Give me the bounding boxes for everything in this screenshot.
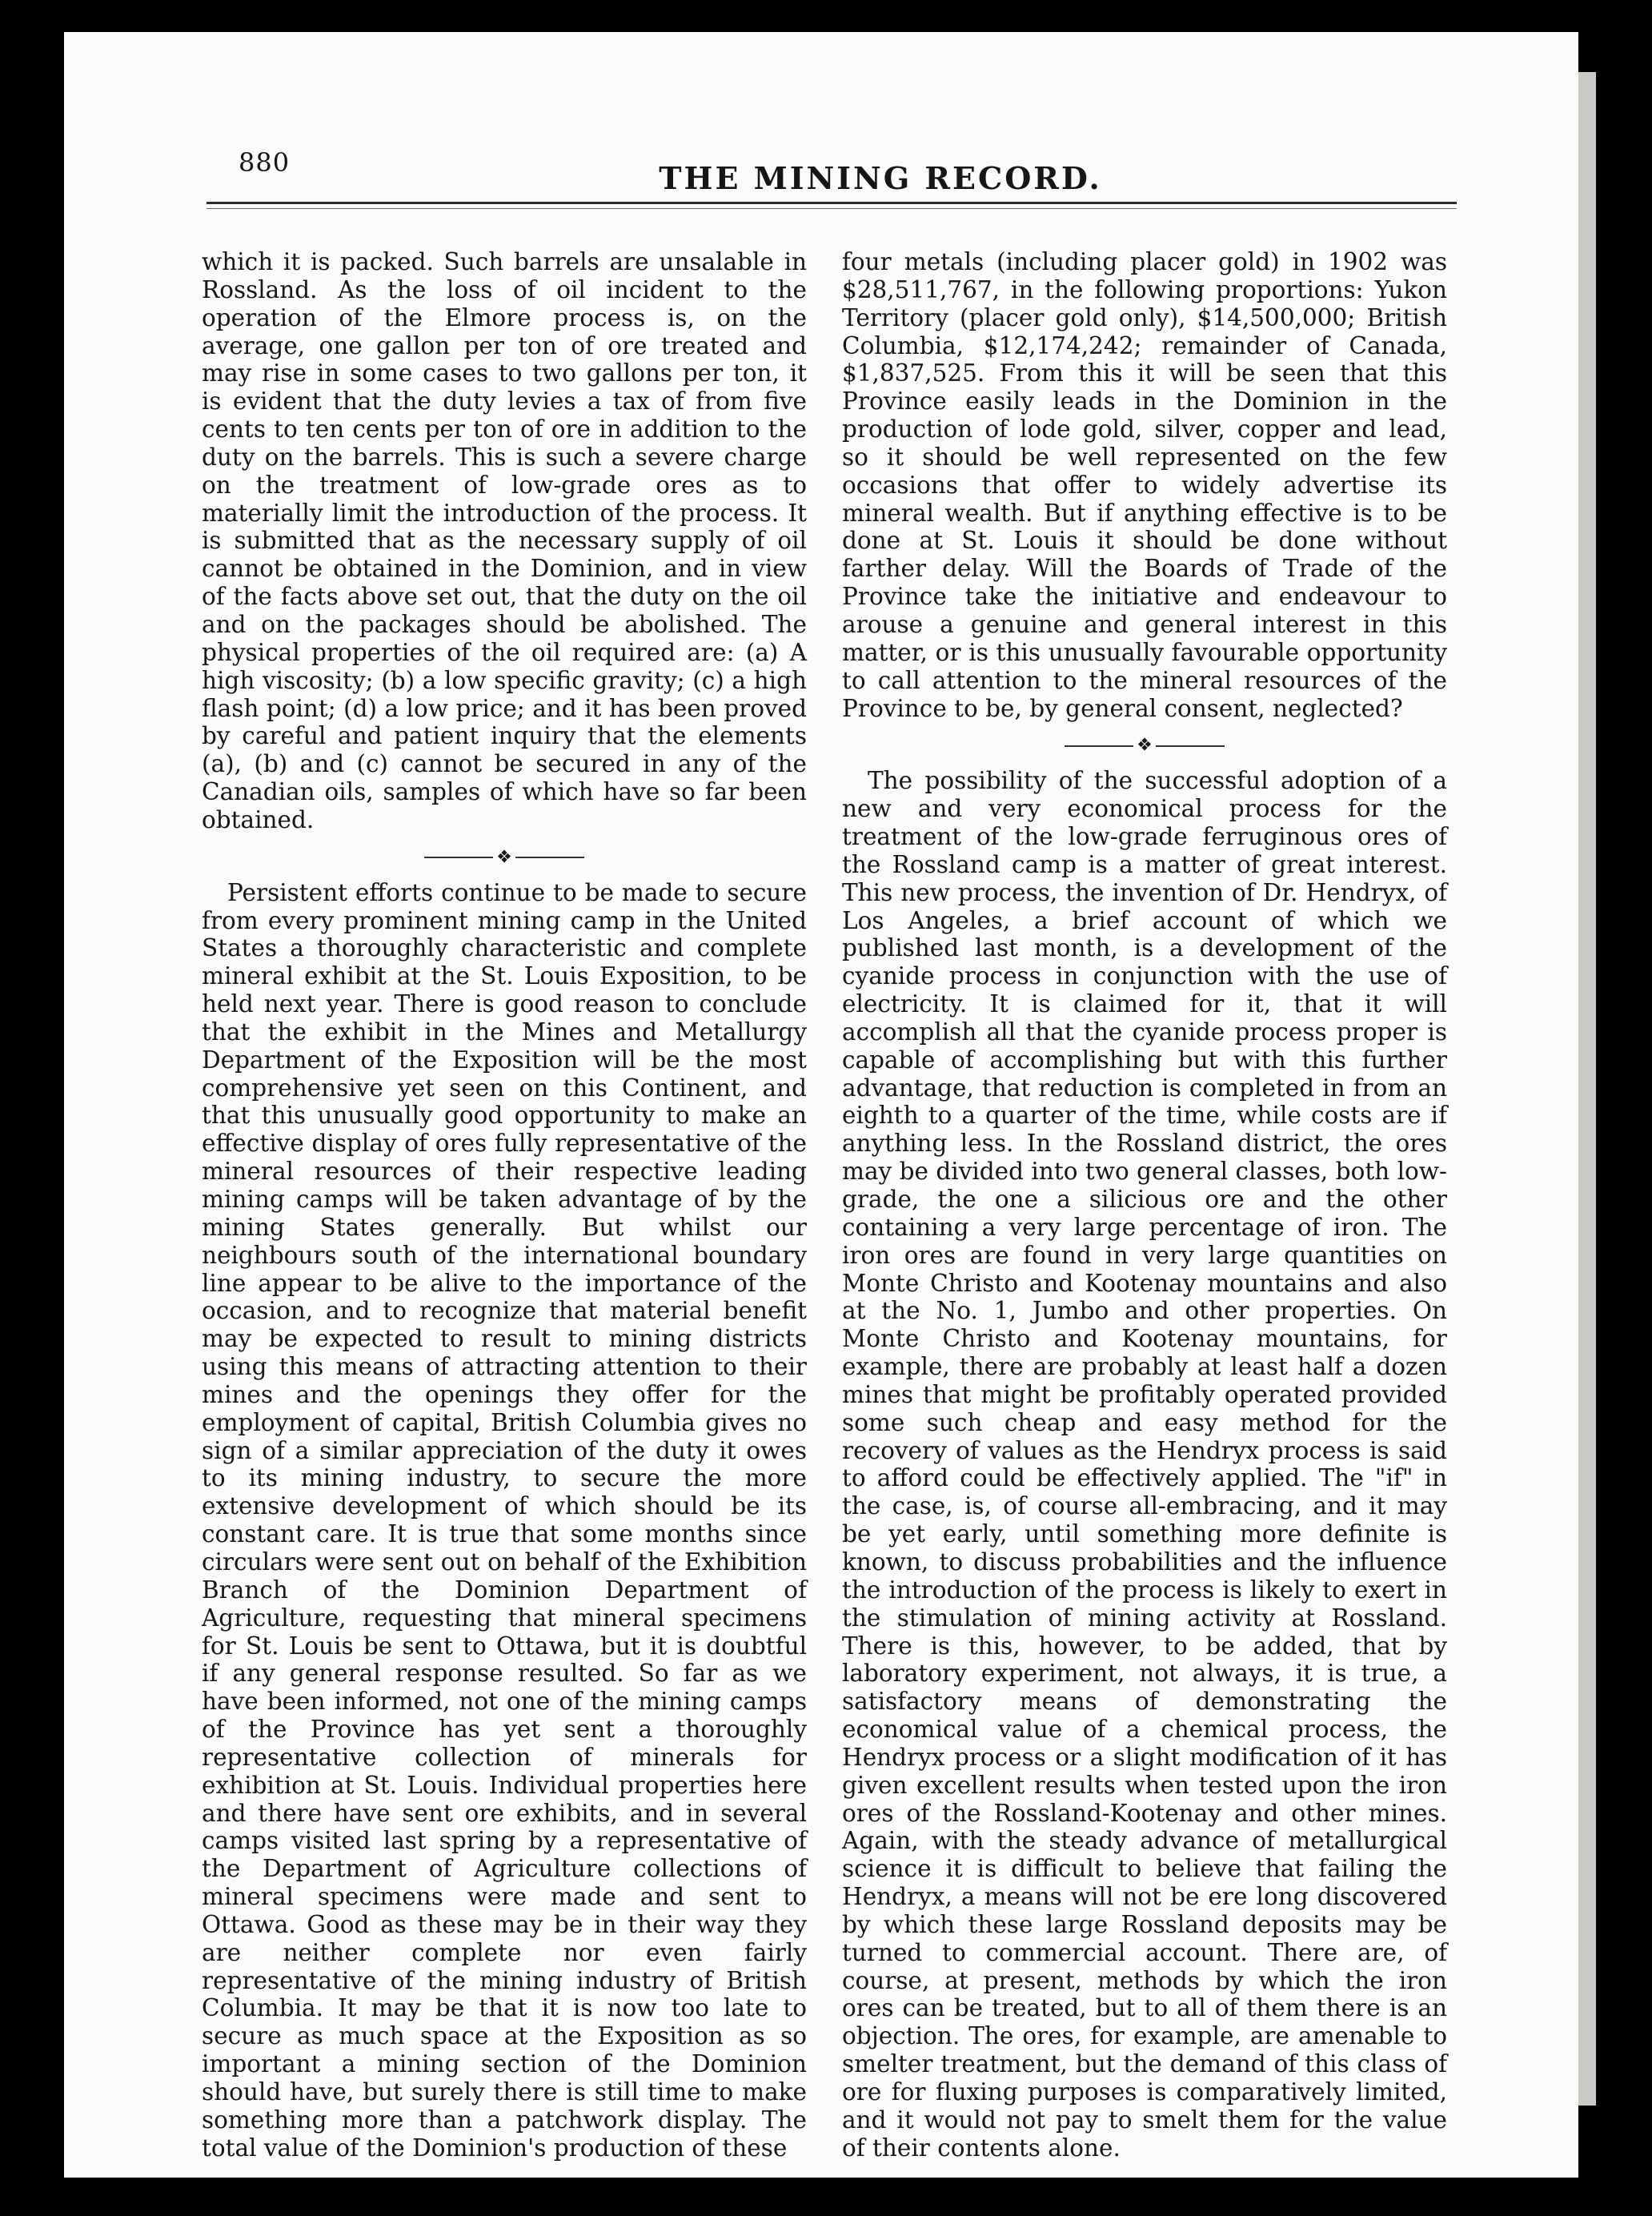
section-separator — [202, 834, 807, 879]
left-paragraph-elmore-oil-duty: which it is packed. Such barrels are unsalable in Rossland. As the loss of oil incident to the operation of the Elmore process is, on the average, one gallon per ton of ore treated and may rise in some cases to two gallons per ton, it is evident that the duty levies a tax of from five cents to ten cents per ton of ore in addition to the duty on the barrels. This is such a severe charge on the treatment of low-grade ores as to materially limit the introduction of the process. It is submitted that as the necessary supply of oil cannot be obtained in the Dominion, and in view of the facts above set out, that the duty on the oil and on the packages should be abolished. The physical properties of the oil required are: (a) A high viscosity; (b) a low specific gravity; (c) a high flash point; (d) a low price; and it has been proved by careful and patient inquiry that the elements (a), (b) and (c) cannot be secured in any of the Canadian oils, samples of which have so far been obtained. — [202, 248, 807, 833]
separator-line — [1156, 745, 1225, 747]
right-paragraph-production-values: four metals (including placer gold) in 1902 was $28,511,767, in the following proportions: Yukon Territory (placer gold only), $14,500,000; British Columbia, $12,174,242; remainder of Canada, $1,837,525. From this it will be seen that this Province easily leads in the Dominion in the production of lode gold, silver, copper and lead, so it should be well represented on the few occasions that offer to widely advertise its mineral wealth. But if anything effective is to be done at St. Louis it should be done without farther delay. Will the Boards of Trade of the Province take the initiative and endeavour to arouse a genuine and general interest in this matter, or is this unusually favourable opportunity to call attention to the mineral resources of the Province to be, by general consent, neglected? — [842, 248, 1447, 722]
separator-line — [424, 857, 493, 858]
header-rule-thin — [206, 208, 1457, 209]
left-column — [202, 248, 807, 2162]
separator-ornament-icon: ❖ — [1137, 735, 1153, 756]
journal-title: THE MINING RECORD. — [659, 160, 1102, 196]
section-separator — [842, 722, 1447, 767]
left-paragraph-st-louis-exposition: Persistent efforts continue to be made to secure from every prominent mining camp in the United States a thoroughly characteristic and complete mineral exhibit at the St. Louis Exposition, to be held next year. There is good reason to conclude that the exhibit in the Mines and Metallurgy Department of the Exposition will be the most comprehensive yet seen on this Continent, and that this unusually good opportunity to make an effective display of ores fully representative of the mineral resources of their respective leading mining camps will be taken advantage of by the mining States generally. But whilst our neighbours south of the international boundary line appear to be alive to the importance of the occasion, and to recognize that material benefit may be expected to result to mining districts using this means of attracting attention to their mines and the openings they offer for the employment of capital, British Columbia gives no sign of a similar appreciation of the duty it owes to its mining industry, to secure the more extensive development of which should be its constant care. It is true that some months since circulars were sent out on behalf of the Exhibition Branch of the Dominion Department of Agriculture, requesting that mineral specimens for St. Louis be sent to Ottawa, but it is doubtful if any general response resulted. So far as we have been informed, not one of the mining camps of the Province has yet sent a thoroughly representative collection of minerals for exhibition at St. Louis. Individual properties here and there have sent ore exhibits, and in several camps visited last spring by a representative of the Department of Agriculture collections of mineral specimens were made and sent to Ottawa. Good as these may be in their way they are neither complete nor even fairly representative of the mining industry of British Columbia. It may be that it is now too late to secure as much space at the Exposition as so important a mining section of the Dominion should have, but surely there is still time to make something more than a patchwork display. The total value of the Dominion's production of these — [202, 878, 807, 2162]
right-column — [842, 248, 1447, 2162]
page-number: 880 — [239, 147, 291, 178]
right-paragraph-hendryx-process: The possibility of the successful adoption of a new and very economical process for the treatment of the low-grade ferruginous ores of the Rossland camp is a matter of great interest. This new process, the invention of Dr. Hendryx, of Los Angeles, a brief account of which we published last month, is a development of the cyanide process in conjunction with the use of electricity. It is claimed for it, that it will accomplish all that the cyanide process proper is capable of accomplishing but with this further advantage, that reduction is completed in from an eighth to a quarter of the time, while costs are if anything less. In the Rossland district, the ores may be divided into two general classes, both low-grade, the one a silicious ore and the other containing a very large percentage of iron. The iron ores are found in very large quantities on Monte Christo and Kootenay mountains and also at the No. 1, Jumbo and other properties. On Monte Christo and Kootenay mountains, for example, there are probably at least half a dozen mines that might be profitably operated provided some such cheap and easy method for the recovery of values as the Hendryx process is said to afford could be effectively applied. The "if" in the case, is, of course all-embracing, and it may be yet early, until something more definite is known, to discuss probabilities and the influence the introduction of the process is likely to exert in the stimulation of mining activity at Rossland. There is this, however, to be added, that by laboratory experiment, not always, it is true, a satisfactory means of demonstrating the economical value of a chemical process, the Hendryx process or a slight modification of it has given excellent results when tested upon the iron ores of the Rossland-Kootenay and other mines. Again, with the steady advance of metallurgical science it is difficult to believe that failing the Hendryx, a means will not be ere long discovered by which these large Rossland deposits may be turned to commercial account. There are, of course, at present, methods by which the iron ores can be treated, but to all of them there is an objection. The ores, for example, are amenable to smelter treatment, but the demand of this class of ore for fluxing purposes is comparatively limited, and it would not pay to smelt them for the value of their contents alone. — [842, 767, 1447, 2162]
separator-line — [515, 857, 584, 858]
separator-line — [1065, 745, 1133, 747]
header-rule — [206, 202, 1457, 204]
adjacent-page-edge — [1578, 72, 1596, 2106]
separator-ornament-icon: ❖ — [496, 847, 512, 868]
